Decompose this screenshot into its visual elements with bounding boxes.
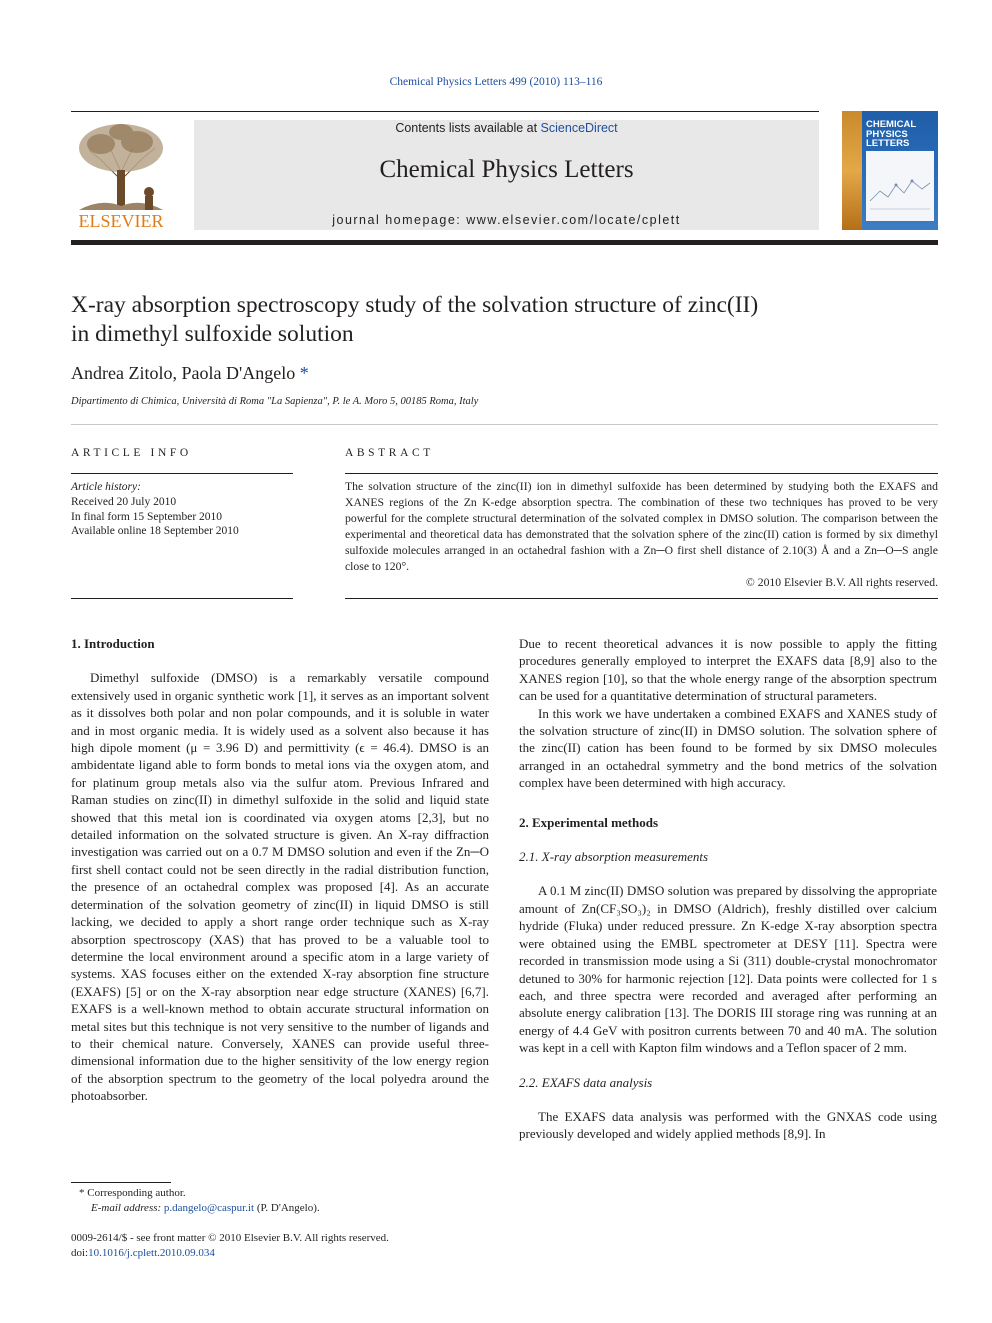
section-heading-experimental: 2. Experimental methods [519,814,659,830]
exafs-paragraph-1: The EXAFS data analysis was performed with the GNXAS code using previously developed and widely applied methods [8,9]. In [519,1108,937,1142]
doi-link[interactable]: 10.1016/j.cplett.2010.09.034 [88,1247,215,1259]
email-link[interactable]: p.dangelo@caspur.it [163,1202,255,1214]
issn-line: 0009-2614/$ - see front matter © 2010 Elsevier B.V. All rights reserved. [71,1232,389,1244]
xas-paragraph-1: A 0.1 M zinc(II) DMSO solution was prepared by dissolving the appropriate amount of Zn(CF₃SO₃)₂ in DMSO (Aldrich), freshly distilled over calcium hydride (Fluka) under reduced pressure. Zn K-edge X-ray absorption spectra were obtained using the EMBL spectrometer at DESY [11]. Spectra were recorded in transmission mode using a Si (311) double-crystal monochromator detuned to 30% for harmonic rejection [12]. Data points were collected for 1 s each, and three spectra were recorded and averaged after performing an absolute energy calibration [13]. The DORIS III storage ring was running at an energy of 4.4 GeV with positron currents between 70 and 40 mA. The solution was kept in a cell with Kapton film windows and a Teflon spacer of 2 mm. [519,883,937,1056]
received-date: Received 20 July 2010 [71,495,177,508]
journal-title: Chemical Physics Letters [379,156,634,183]
journal-homepage[interactable]: journal homepage: www.elsevier.com/locate/cplett [332,213,681,227]
corresponding-author-note: Corresponding author. [87,1187,186,1199]
body-column-right [519,635,937,1143]
article-info-rule [71,473,293,474]
abstract-text: The solvation structure of the zinc(II) ion in dimethyl sulfoxide has been determined by studying both the EXAFS and XANES regions of the Zn K-edge absorption spectra. The combination of these two techniques has proved to be very powerful for the complete structural determination of the solvated complex in DMSO solution. The comparison between the experimental and theoretical data has demonstrated that the solvation sphere of the zinc(II) cation is formed by six dimethyl sulfoxide molecules arranged in an octahedral fashion with a Zn─O first shell distance of 2.10(3) Å and a Zn─O─S angle close to 120°. [345,480,938,573]
body-column-left [71,635,489,1105]
article-info-rule-bottom [71,598,293,599]
corresponding-author-mark[interactable]: * [295,363,309,383]
online-date: Available online 18 September 2010 [71,525,239,538]
email-label: E-mail address: [91,1202,164,1214]
article-info-label: ARTICLE INFO [71,447,192,459]
final-form-date: In final form 15 September 2010 [71,510,223,523]
cover-title: CHEMICAL PHYSICS LETTERS [866,119,917,149]
contents-line [194,121,819,135]
header-rule [71,111,819,112]
article-history [71,480,239,539]
footnote-mark: * [79,1187,85,1199]
elsevier-logo [71,120,171,230]
subsection-heading-xas: 2.1. X-ray absorption measurements [519,849,709,865]
affiliation: Dipartimento di Chimica, Università di Roma "La Sapienza", P. le A. Moro 5, 00185 Roma, Italy [71,396,479,407]
cover-graph-icon [866,151,934,221]
page-footer [71,1231,389,1261]
article-title: X-ray absorption spectroscopy study of the solvation structure of zinc(II) in dimethyl sulfoxide solution [71,292,759,347]
doi-label: doi: [71,1247,89,1259]
abstract-rule-bottom [345,598,938,599]
journal-cover [842,111,938,230]
contents-prefix: Contents lists available at [395,121,541,135]
header-thick-rule [71,240,938,245]
cover-strip [842,111,862,230]
elsevier-tree-icon [71,120,171,212]
history-label: Article history: [71,481,141,493]
section-heading-introduction: 1. Introduction [71,636,155,651]
author-names: Andrea Zitolo, Paola D'Angelo [71,363,296,383]
abstract-copyright: © 2010 Elsevier B.V. All rights reserved. [745,576,938,589]
abstract-label: ABSTRACT [345,447,434,459]
footnote [71,1186,320,1216]
journal-reference[interactable]: Chemical Physics Letters 499 (2010) 113–116 [389,76,603,88]
intro-paragraph-2: Due to recent theoretical advances it is now possible to apply the fitting procedures generally employed to interpret the EXAFS data [8,9] also to the XANES region [10], so that the whole energy range of the absorption spectrum can be used for a quantitative determination of structural parameters. [519,636,937,704]
footnote-rule [71,1182,171,1183]
cover-illustration [866,151,934,221]
authors [71,363,309,384]
intro-paragraph-1: Dimethyl sulfoxide (DMSO) is a remarkably versatile compound extensively used in organic synthetic work [1], it serves as an important solvent as it dissolves both polar and non polar compounds, and it is soluble in water and in most organic media. It is widely used as a solvent also because it has high dipole moment (μ = 3.96 D) and permittivity (ϵ = 46.4). DMSO is an ambidentate ligand able to form bonds to metal ions via the oxygen atom, and for platinum group metals also via the sulfur atom. Previous Infrared and Raman studies on zinc(II) in dimethyl sulfoxide in the solid and liquid state showed that this metal ion is coordinated via oxygen atoms [2,3], but no detailed information on the solvated structure is given. An X-ray diffraction investigation was carried out on a 0.7 M DMSO solution and even if the Zn─O first shell contact could not be seen directly in the radial distribution function, the presence of an octahedral complex was proposed [4]. As an accurate determination of the solvation geometry of zinc(II) in liquid DMSO is still lacking, we decided to apply a short range order technique such as X-ray absorption spectroscopy (XAS) that has proved to be a valuable tool to determine the local environment around a specific atom in a large variety of systems. XAS focuses either on the extended X-ray absorption fine structure (EXAFS) [5] or on the X-ray absorption near edge structure (XANES) [6,7]. EXAFS is a well-known method to obtain accurate structural information on metal sites but this technique is not very sensitive to the number of ligands and to their chemical nature. Conversely, XANES can provide useful three-dimensional information due to the higher sensitivity of the low energy region of the absorption spectrum to the geometry of the local polyedra around the photoabsorber. [71,670,489,1104]
abstract-body [345,479,938,591]
intro-paragraph-3: In this work we have undertaken a combined EXAFS and XANES study of the solvation structure of zinc(II) in DMSO solution. The solvation sphere of the zinc(II) cation has been found to be formed by six DMSO molecules arranged in an octahedral symmetry and the bond metrics of the solvation complex have been determined with high accuracy. [519,705,937,791]
subsection-heading-exafs: 2.2. EXAFS data analysis [519,1074,653,1090]
publisher-name: ELSEVIER [78,211,164,231]
sciencedirect-link[interactable]: ScienceDirect [540,121,618,135]
email-suffix: (P. D'Angelo). [254,1202,320,1214]
abstract-rule [345,473,938,474]
divider [71,424,938,425]
